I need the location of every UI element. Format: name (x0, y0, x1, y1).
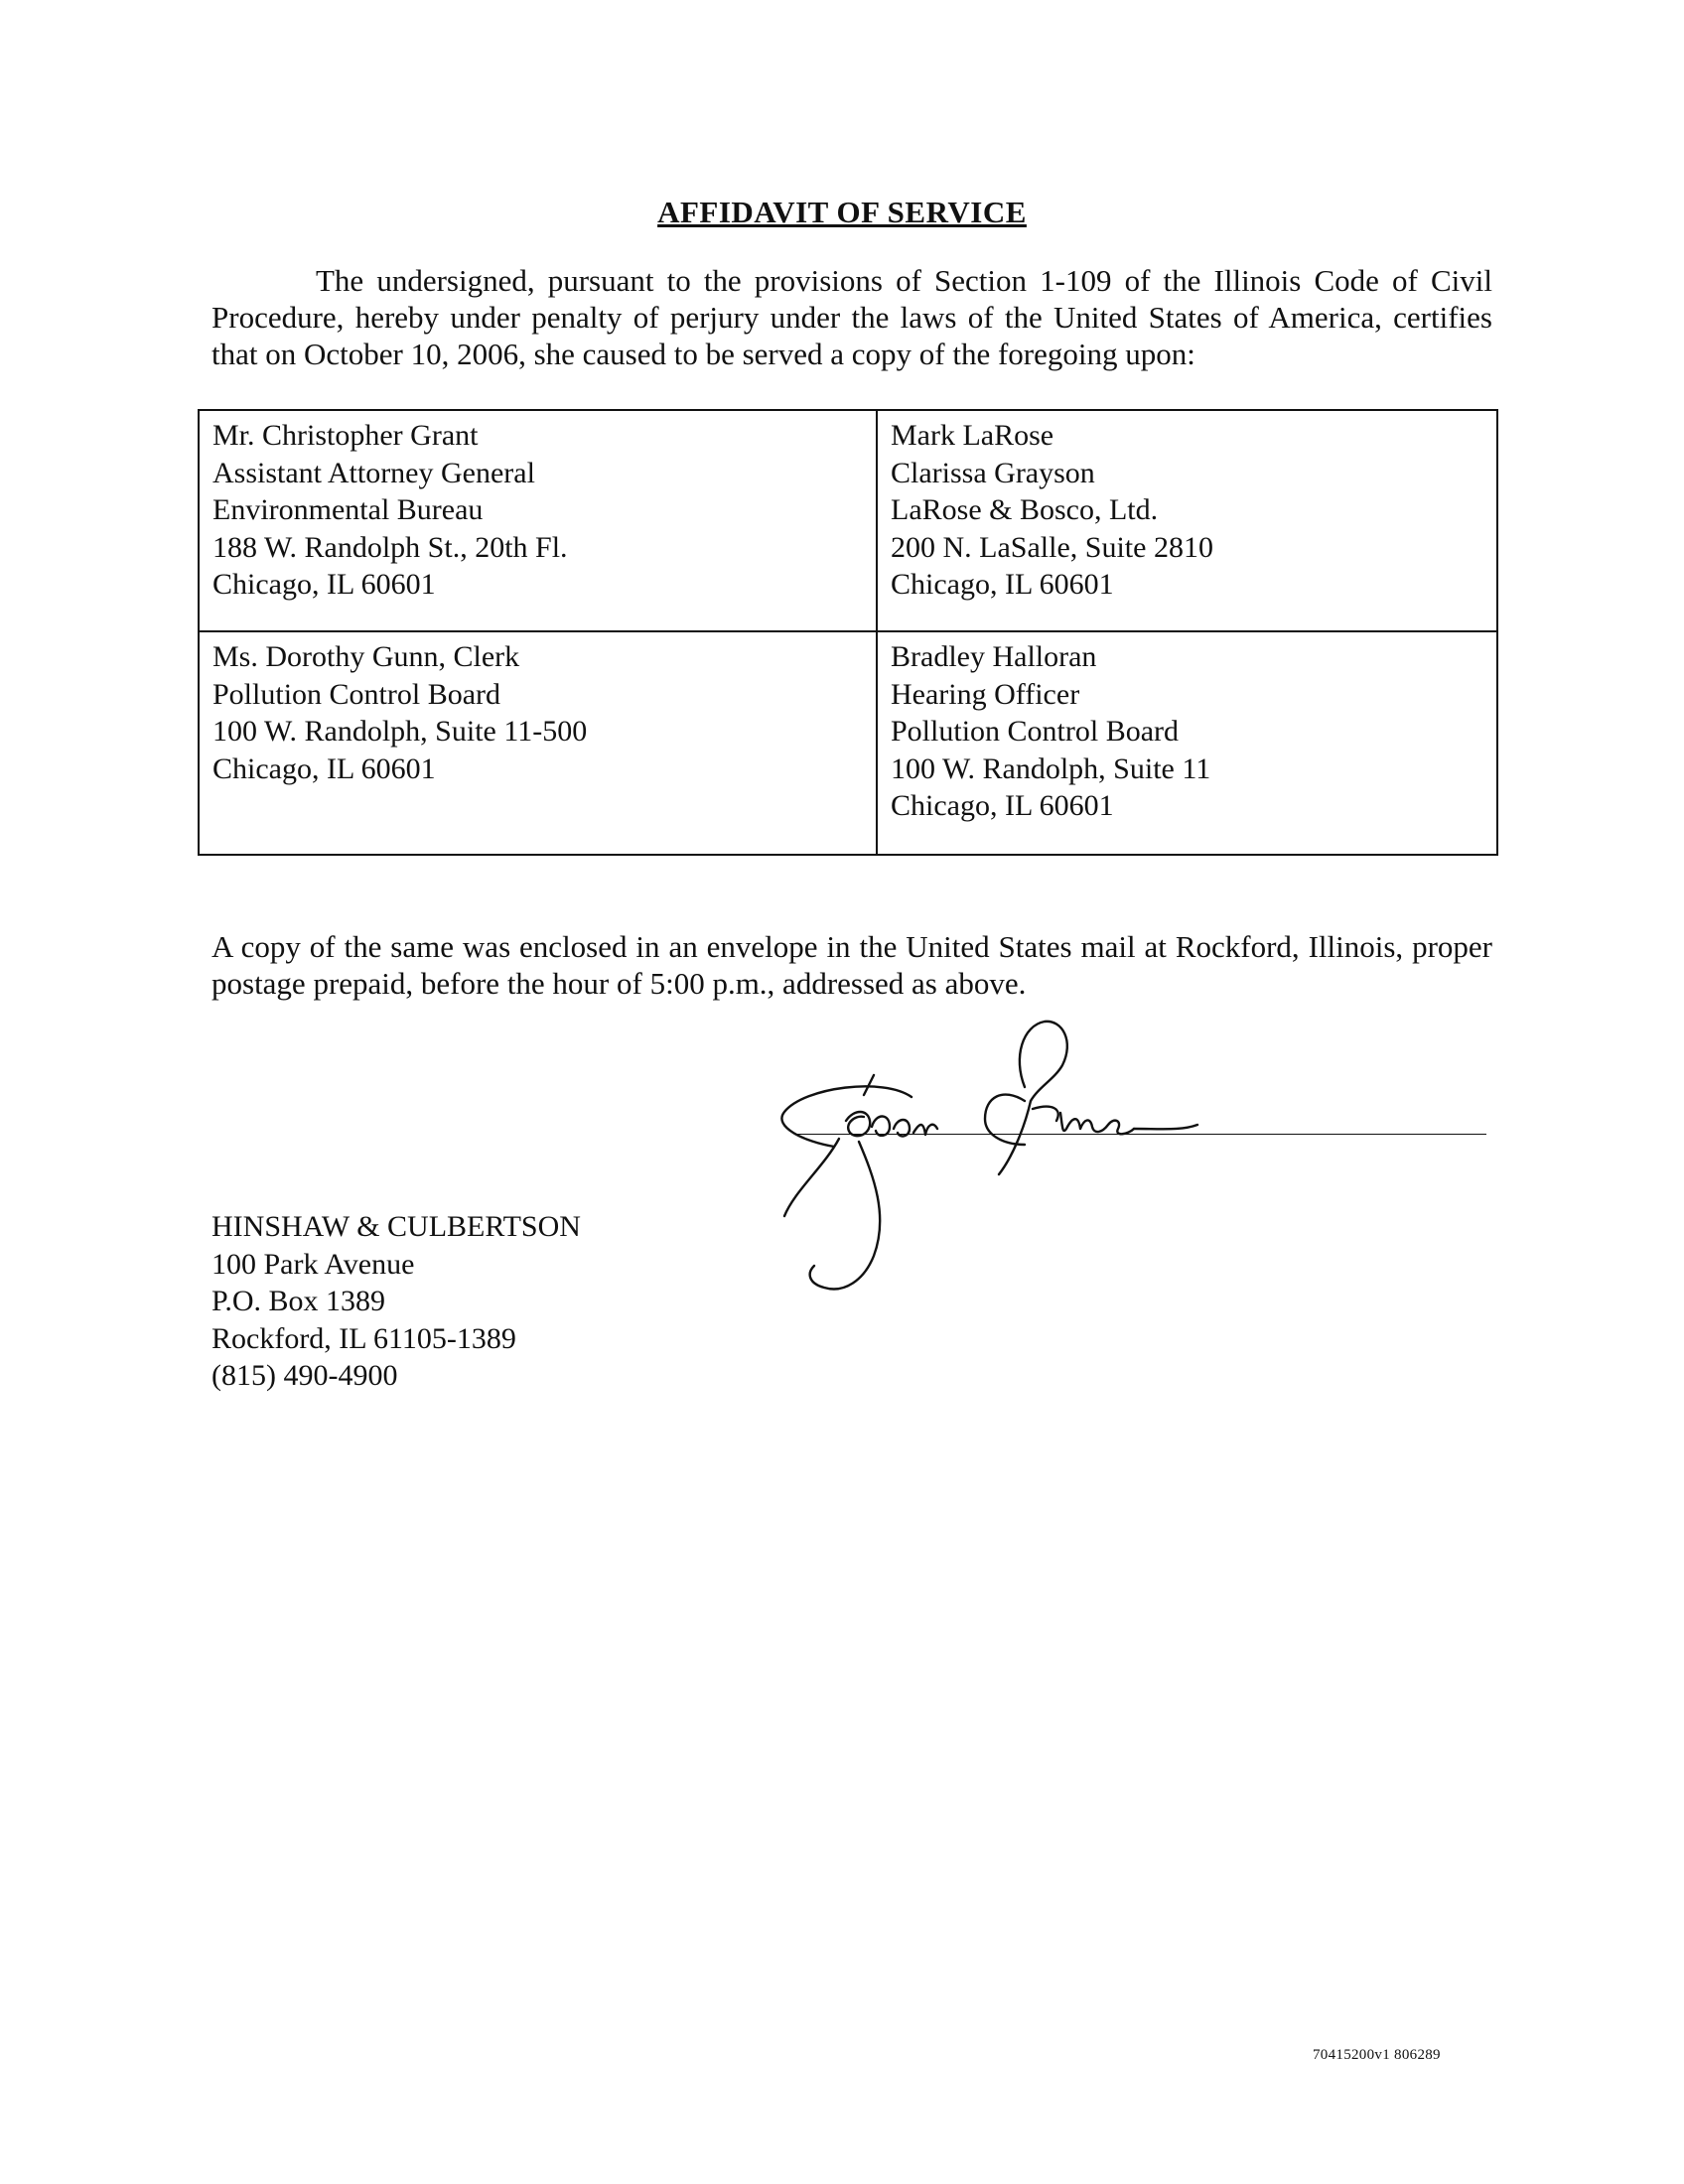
recipient-organization: LaRose & Bosco, Ltd. (891, 493, 1159, 526)
recipient-city: Chicago, IL 60601 (891, 568, 1114, 601)
table-row (199, 631, 1497, 855)
firm-name: HINSHAW & CULBERTSON (211, 1210, 581, 1243)
recipient-city: Chicago, IL 60601 (212, 751, 436, 785)
recipient-name-2: Clarissa Grayson (891, 456, 1095, 489)
recipient-name: Mr. Christopher Grant (212, 419, 479, 452)
document-id: 70415200v1 806289 (1313, 2047, 1441, 2063)
recipient-street: 200 N. LaSalle, Suite 2810 (891, 530, 1213, 564)
recipient-street: 100 W. Randolph, Suite 11-500 (212, 715, 588, 748)
firm-phone: (815) 490-4900 (211, 1359, 398, 1392)
mailing-statement: A copy of the same was enclosed in an envelope in the United States mail at Rockford, Illinois, proper postage prepaid, before the hour of 5:00 p.m., addressed as above. (211, 929, 1492, 1001)
firm-po-box: P.O. Box 1389 (211, 1285, 386, 1317)
recipient-street: 188 W. Randolph St., 20th Fl. (212, 530, 568, 564)
recipient-cell-gunn (199, 631, 877, 855)
recipient-title: Assistant Attorney General (212, 456, 535, 489)
recipient-name: Mark LaRose (891, 419, 1054, 452)
recipient-city: Chicago, IL 60601 (891, 789, 1114, 822)
recipient-cell-halloran (877, 631, 1497, 855)
recipient-cell-grant (199, 410, 877, 631)
firm-address-block (211, 1208, 581, 1395)
firm-street: 100 Park Avenue (211, 1247, 415, 1281)
recipient-city: Chicago, IL 60601 (212, 568, 436, 601)
firm-city: Rockford, IL 61105-1389 (211, 1321, 516, 1355)
document-title: AFFIDAVIT OF SERVICE (657, 195, 1027, 229)
service-list-table (198, 409, 1498, 856)
recipient-name: Bradley Halloran (891, 640, 1097, 673)
recipient-street: 100 W. Randolph, Suite 11 (891, 751, 1211, 785)
recipient-organization: Pollution Control Board (212, 677, 501, 711)
recipient-organization: Pollution Control Board (891, 715, 1180, 748)
intro-paragraph: The undersigned, pursuant to the provisions of Section 1-109 of the Illinois Code of Civil Procedure, hereby under penalty of perjury under the laws of the United States of America, certifies that on October 10, 2006, she caused to be served a copy of the foregoing upon: (211, 263, 1492, 371)
recipient-name: Ms. Dorothy Gunn, Clerk (212, 640, 520, 673)
handwritten-signature (765, 1018, 1261, 1305)
recipient-organization: Environmental Bureau (212, 493, 484, 526)
table-row (199, 410, 1497, 631)
recipient-title: Hearing Officer (891, 677, 1080, 711)
recipient-cell-larose (877, 410, 1497, 631)
